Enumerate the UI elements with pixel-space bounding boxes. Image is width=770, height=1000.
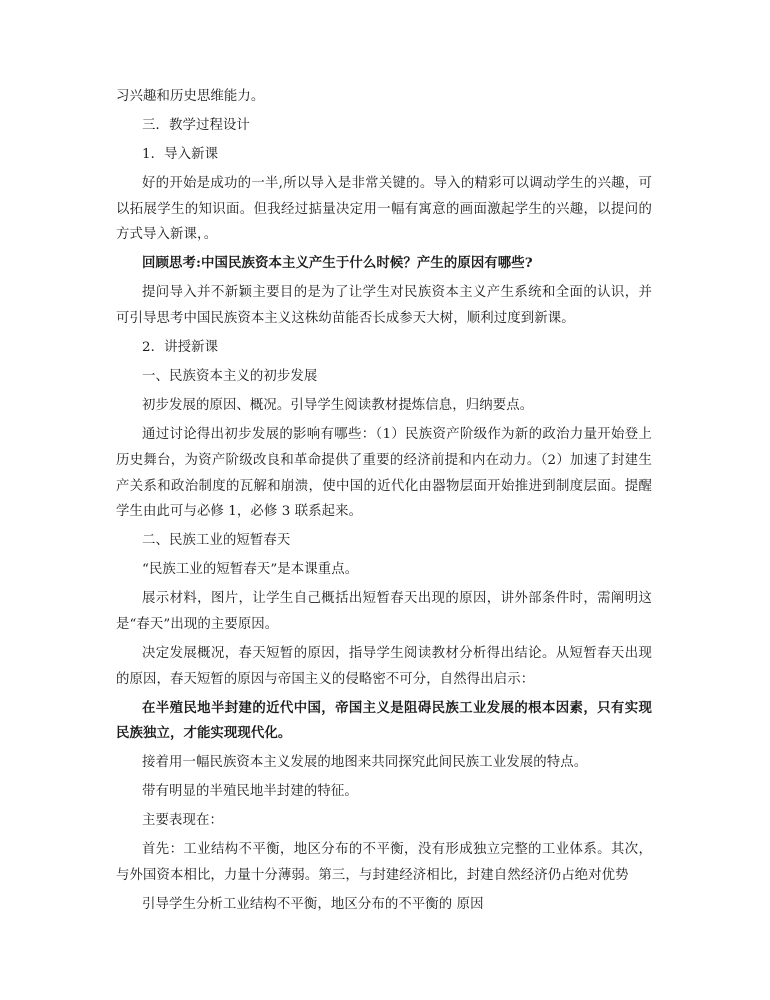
subheading-teach-lesson: 2．讲授新课 [142, 340, 219, 356]
section-brief-spring: 二、民族工业的短暂春天 [142, 533, 291, 549]
section-initial-development: 一、民族资本主义的初步发展 [142, 369, 318, 385]
paragraph-guide-analysis: 引导学生分析工业结构不平衡，地区分布的不平衡的 原因 [142, 897, 484, 913]
paragraph-map-explore: 接着用一幅民族资本主义发展的地图来共同探究此间民族工业发展的特点。 [142, 755, 588, 771]
paragraph-introduction: 好的开始是成功的一半,所以导入是非常关键的。导入的精彩可以调动学生的兴趣，可以拓展学生的知识面。但我经过掂量决定用一幅有寓意的画面激起学生的兴趣，以提问的方式导入新课，。 [116, 176, 652, 243]
paragraph-characteristics: 带有明显的半殖民地半封建的特征。 [142, 784, 358, 800]
review-question: 回顾思考:中国民族资本主义产生于什么时候？产生的原因有哪些? [142, 255, 533, 272]
paragraph-initial-influence: 通过讨论得出初步发展的影响有哪些：（1）民族资产阶级作为新的政治力量开始登上历史舞台，为资产阶级改良和革命提供了重要的经济前提和内在动力。（2）加速了封建生产关系和政治制度的瓦解和崩溃，使中国的近代化由器物层面开始推进到制度层面。提醒学生由此可与必修 1，必修 3 联系起来。 [116, 427, 652, 520]
paragraph-show-materials: 展示材料，图片，让学生自己概括出短暂春天出现的原因，讲外部条件时，需阐明这是“春天”出现的主要原因。 [116, 591, 652, 632]
paragraph-key-conclusion: 在半殖民地半封建的近代中国，帝国主义是阻碍民族工业发展的根本因素，只有实现民族独立，才能实现现代化。 [116, 699, 652, 742]
paragraph-main-manifestation: 主要表现在： [142, 813, 223, 829]
subheading-introduce-lesson: 1．导入新课 [142, 147, 219, 162]
paragraph-key-point: “民族工业的短暂春天”是本课重点。 [142, 562, 359, 578]
paragraph-question-purpose: 提问导入并不新颖主要目的是为了让学生对民族资本主义产生系统和全面的认识，并可引导思考中国民族资本主义这株幼苗能否长成参天大树，顺利过度到新课。 [116, 285, 652, 327]
section-heading-teaching-process: 三．教学过程设计 [142, 118, 250, 133]
paragraph-manifestation-details: 首先：工业结构不平衡，地区分布的不平衡，没有形成独立完整的工业体系。其次，与外国资本相比，力量十分薄弱。第三，与封建经济相比，封建自然经济仍占绝对优势 [116, 842, 652, 884]
paragraph-spring-reasons: 决定发展概况，春天短暂的原因，指导学生阅读教材分析得出结论。从短暂春天出现的原因，春天短暂的原因与帝国主义的侵略密不可分，自然得出启示： [116, 645, 652, 687]
paragraph-continuation: 习兴趣和历史思维能力。 [116, 89, 265, 104]
paragraph-initial-causes: 初步发展的原因、概况。引导学生阅读教材提炼信息，归纳要点。 [142, 398, 534, 414]
